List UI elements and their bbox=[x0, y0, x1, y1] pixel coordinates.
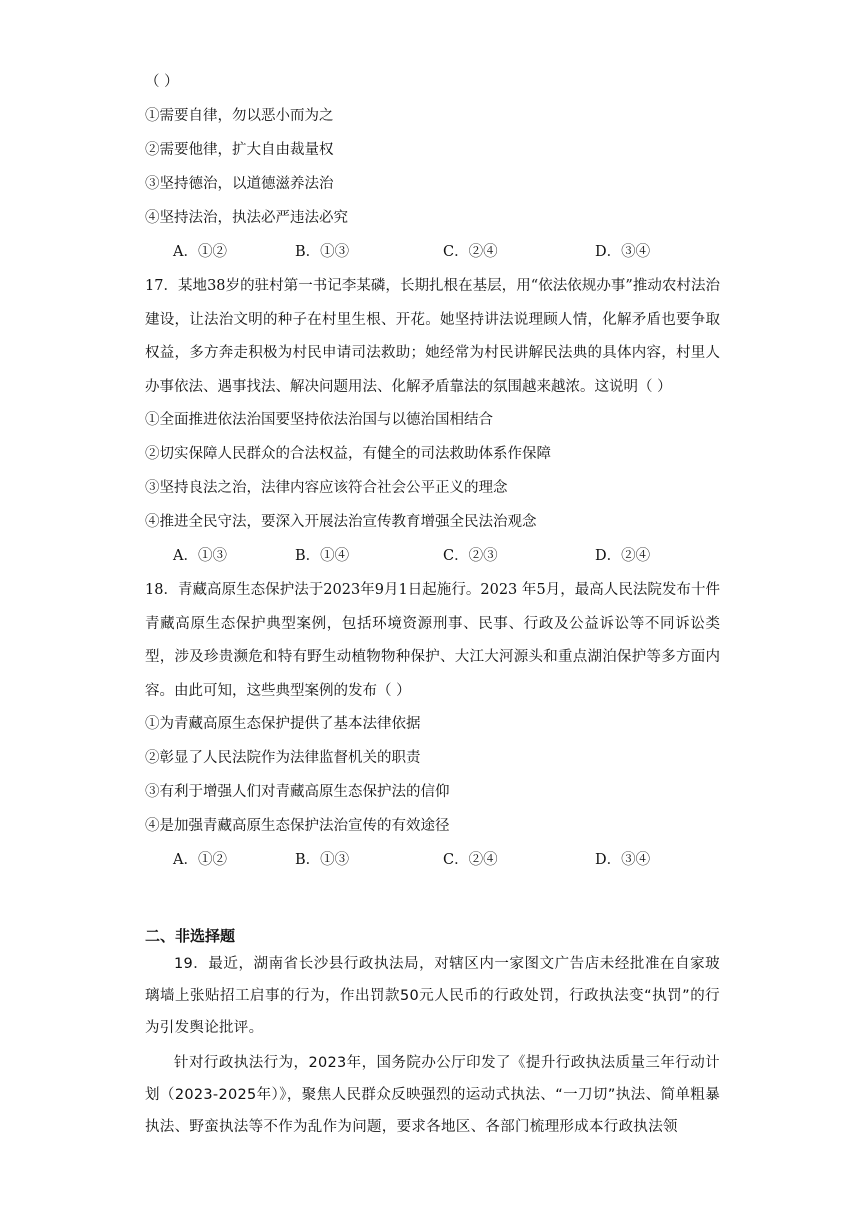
q16-option-a[interactable]: A．①② bbox=[173, 244, 227, 260]
q18-option-d[interactable]: D．③④ bbox=[595, 852, 651, 868]
q16-item-1: ①需要自律，勿以恶小而为之 bbox=[145, 108, 334, 124]
q17-item-3: ③坚持良法之治，法律内容应该符合社会公平正义的理念 bbox=[145, 480, 508, 496]
q18-item-1: ①为青藏高原生态保护提供了基本法律依据 bbox=[145, 716, 421, 732]
q17-stem: 17．某地38岁的驻村第一书记李某磷，长期扎根在基层，用“依法依规办事”推动农村法治建设，让法治文明的种子在村里生根、开花。她坚持讲法说理顾人情，化解矛盾也要争取权益，多方奔走积极为村民申请司法救助；她经常为村民讲解民法典的具体内容，村里人办事依法、遇事找法、解决问题用法、化解矛盾靠法的氛围越来越浓。这说明（ ） bbox=[145, 278, 720, 395]
q17-option-a[interactable]: A．①③ bbox=[173, 548, 227, 564]
q18-item-3: ③有利于增强人们对青藏高原生态保护法的信仰 bbox=[145, 784, 450, 800]
q18-option-a[interactable]: A．①② bbox=[173, 852, 227, 868]
q16-option-b[interactable]: B．①③ bbox=[295, 244, 350, 260]
q16-options bbox=[173, 242, 733, 262]
q17-option-c[interactable]: C．②③ bbox=[443, 548, 498, 564]
q18-stem: 18．青藏高原生态保护法于2023年9月1日起施行。2023 年5月，最高人民法院发布十件青藏高原生态保护典型案例，包括环境资源刑事、民事、行政及公益诉讼等不同诉讼类型，涉及珍贵濒危和特有野生动植物物种保护、大江大河源头和重点湖泊保护等多方面内容。由此可知，这些典型案例的发布（ ） bbox=[145, 582, 720, 699]
q18-item-4: ④是加强青藏高原生态保护法治宣传的有效途径 bbox=[145, 818, 450, 834]
q17-item-4: ④推进全民守法，要深入开展法治宣传教育增强全民法治观念 bbox=[145, 514, 537, 530]
q17-item-1: ①全面推进依法治国要坚持依法治国与以德治国相结合 bbox=[145, 412, 493, 428]
q18-option-b[interactable]: B．①③ bbox=[295, 852, 350, 868]
q17-option-b[interactable]: B．①④ bbox=[295, 548, 350, 564]
q16-answer-blank: （ ） bbox=[145, 74, 179, 90]
q18-options bbox=[173, 850, 733, 870]
q16-item-4: ④坚持法治，执法必严违法必究 bbox=[145, 210, 348, 226]
q17-option-d[interactable]: D．②④ bbox=[595, 548, 651, 564]
q16-item-3: ③坚持德治，以道德滋养法治 bbox=[145, 176, 334, 192]
q16-option-c[interactable]: C．②④ bbox=[443, 244, 498, 260]
q16-option-d[interactable]: D．③④ bbox=[595, 244, 651, 260]
q16-item-2: ②需要他律，扩大自由裁量权 bbox=[145, 142, 334, 158]
q17-item-2: ②切实保障人民群众的合法权益，有健全的司法救助体系作保障 bbox=[145, 446, 551, 462]
section-title: 二、非选择题 bbox=[145, 927, 236, 945]
q19-paragraph-1: 19．最近，湖南省长沙县行政执法局，对辖区内一家图文广告店未经批准在自家玻璃墙上张贴招工启事的行为，作出罚款50元人民币的行政处罚，行政执法变“执罚”的行为引发舆论批评。 bbox=[145, 956, 720, 1036]
q17-options bbox=[173, 546, 733, 566]
q18-option-c[interactable]: C．②④ bbox=[443, 852, 498, 868]
q18-item-2: ②彰显了人民法院作为法律监督机关的职责 bbox=[145, 750, 421, 766]
q19-paragraph-2: 针对行政执法行为，2023年，国务院办公厅印发了《提升行政执法质量三年行动计划（2023-2025年）》，聚焦人民群众反映强烈的运动式执法、“一刀切”执法、简单粗暴执法、野蛮执法等不作为乱作为问题，要求各地区、各部门梳理形成本行政执法领 bbox=[145, 1055, 720, 1135]
